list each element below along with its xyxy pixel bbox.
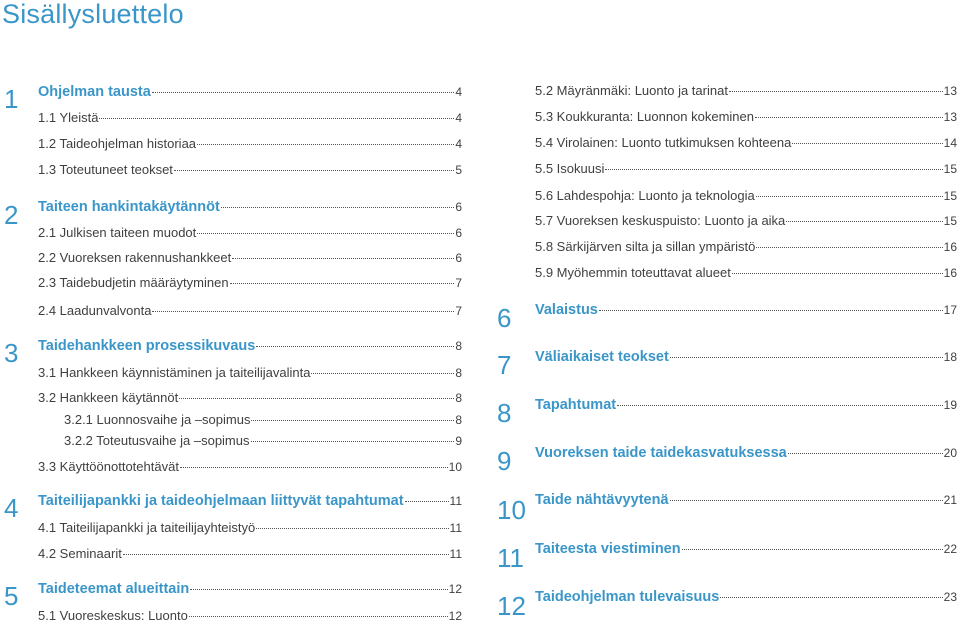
- toc-page: 18: [943, 350, 957, 364]
- toc-entry[interactable]: [38, 364, 462, 382]
- toc-page: 12: [448, 609, 462, 623]
- toc-label: 1.2 Taideohjelman historiaa: [38, 136, 197, 151]
- leader-dots: [189, 615, 448, 617]
- toc-label: 5.6 Lahdespohja: Luonto ja teknologia: [535, 188, 755, 203]
- toc-page: 15: [943, 189, 957, 203]
- leader-dots: [123, 553, 449, 555]
- leader-dots: [756, 246, 942, 248]
- toc-page: 11: [449, 547, 462, 561]
- chapter-number: 1: [4, 84, 19, 114]
- leader-dots: [605, 168, 942, 170]
- toc-entry[interactable]: [38, 302, 462, 320]
- toc-label: 3.2.2 Toteutusvaihe ja –sopimus: [64, 433, 250, 448]
- leader-dots: [599, 309, 943, 311]
- leader-dots: [786, 220, 942, 222]
- toc-label: 2.3 Taidebudjetin määräytyminen: [38, 275, 229, 290]
- page-title: Sisällysluettelo: [2, 0, 184, 29]
- leader-dots: [190, 588, 447, 590]
- toc-entry[interactable]: [38, 224, 462, 242]
- toc-label: Ohjelman tausta: [38, 84, 151, 100]
- leader-dots: [152, 310, 454, 312]
- leader-dots: [251, 440, 455, 442]
- chapter-number: 11: [497, 543, 524, 573]
- toc-entry[interactable]: [535, 108, 957, 126]
- toc-label: Vuoreksen taide taidekasvatuksessa: [535, 445, 787, 461]
- toc-label: 3.1 Hankkeen käynnistäminen ja taiteilijavalinta: [38, 365, 311, 380]
- leader-dots: [174, 169, 454, 171]
- toc-entry[interactable]: [535, 82, 957, 100]
- toc-page: 14: [943, 136, 957, 150]
- toc-label: 2.2 Vuoreksen rakennushankkeet: [38, 250, 232, 265]
- toc-label: 5.9 Myöhemmin toteuttavat alueet: [535, 265, 731, 280]
- toc-page: 11: [449, 521, 462, 535]
- toc-label: 1.1 Yleistä: [38, 110, 99, 125]
- toc-label: 5.4 Virolainen: Luonto tutkimuksen kohteena: [535, 135, 792, 150]
- leader-dots: [179, 397, 454, 399]
- toc-entry[interactable]: [38, 161, 462, 179]
- leader-dots: [670, 356, 943, 358]
- leader-dots: [682, 548, 943, 550]
- toc-page: 8: [455, 391, 462, 405]
- leader-dots: [197, 143, 454, 145]
- toc-entry[interactable]: [38, 519, 462, 537]
- toc-label: 5.8 Särkijärven silta ja sillan ympäristö: [535, 239, 756, 254]
- toc-label: 5.3 Koukkuranta: Luonnon kokeminen: [535, 109, 754, 124]
- chapter-number: 10: [497, 495, 526, 525]
- leader-dots: [256, 527, 448, 529]
- toc-entry[interactable]: [38, 274, 462, 292]
- toc-subentry[interactable]: [64, 432, 462, 450]
- toc-label: 1.3 Toteutuneet teokset: [38, 162, 173, 177]
- toc-page: 7: [455, 304, 462, 318]
- toc-chapter[interactable]: [38, 492, 462, 510]
- leader-dots: [617, 404, 943, 406]
- toc-page: 19: [943, 398, 957, 412]
- toc-label: Väliaikaiset teokset: [535, 349, 669, 365]
- toc-page: 16: [943, 266, 957, 280]
- leader-dots: [152, 91, 455, 93]
- toc-page: 21: [943, 493, 957, 507]
- toc-label: Taiteilijapankki ja taideohjelmaan liittyvät tapahtumat: [38, 493, 404, 509]
- toc-page: 20: [943, 446, 957, 460]
- leader-dots: [251, 419, 454, 421]
- leader-dots: [732, 272, 943, 274]
- toc-page: 15: [943, 214, 957, 228]
- toc-chapter[interactable]: [535, 444, 957, 462]
- toc-page: 15: [943, 162, 957, 176]
- toc-entry[interactable]: [38, 545, 462, 563]
- toc-entry[interactable]: [535, 160, 957, 178]
- toc-label: 5.5 Isokuusi: [535, 161, 605, 176]
- toc-chapter[interactable]: [535, 348, 957, 366]
- toc-page: 6: [455, 251, 462, 265]
- leader-dots: [755, 116, 943, 118]
- chapter-number: 9: [497, 446, 512, 476]
- toc-label: 2.4 Laadunvalvonta: [38, 303, 152, 318]
- toc-entry[interactable]: [38, 389, 462, 407]
- toc-page: 17: [943, 303, 957, 317]
- chapter-number: 8: [497, 398, 512, 428]
- toc-label: 3.3 Käyttöönottotehtävät: [38, 459, 179, 474]
- toc-page: 7: [455, 276, 462, 290]
- toc-page: 5: [455, 163, 462, 177]
- toc-page: 13: [943, 84, 957, 98]
- leader-dots: [311, 372, 454, 374]
- leader-dots: [180, 466, 448, 468]
- toc-page: 12: [448, 582, 462, 596]
- toc-label: Tapahtumat: [535, 397, 617, 413]
- leader-dots: [221, 206, 454, 208]
- leader-dots: [720, 596, 942, 598]
- leader-dots: [792, 142, 942, 144]
- toc-page: 4: [455, 85, 462, 99]
- toc-chapter[interactable]: [38, 198, 462, 216]
- toc-page: 4: [455, 111, 462, 125]
- toc-label: Taiteen hankintakäytännöt: [38, 199, 220, 215]
- toc-entry[interactable]: [535, 212, 957, 230]
- leader-dots: [670, 499, 943, 501]
- leader-dots: [99, 117, 454, 119]
- leader-dots: [756, 195, 943, 197]
- leader-dots: [197, 232, 454, 234]
- toc-page: 4: [455, 137, 462, 151]
- toc-label: 4.1 Taiteilijapankki ja taiteilijayhteistyö: [38, 520, 256, 535]
- toc-page: 10: [448, 460, 462, 474]
- toc-chapter[interactable]: [535, 396, 957, 414]
- leader-dots: [230, 282, 455, 284]
- toc-page: 13: [943, 110, 957, 124]
- toc-entry[interactable]: [535, 238, 957, 256]
- toc-page: 6: [455, 200, 462, 214]
- toc-label: Taide nähtävyytenä: [535, 492, 669, 508]
- toc-entry[interactable]: [38, 458, 462, 476]
- toc-label: Taidehankkeen prosessikuvaus: [38, 338, 256, 354]
- toc-chapter[interactable]: [38, 580, 462, 598]
- toc-page: 16: [943, 240, 957, 254]
- toc-chapter[interactable]: [535, 301, 957, 319]
- leader-dots: [405, 500, 449, 502]
- toc-label: 3.2 Hankkeen käytännöt: [38, 390, 179, 405]
- toc-chapter[interactable]: [535, 540, 957, 558]
- toc-page: 9: [455, 434, 462, 448]
- toc-label: 5.1 Vuoreskeskus: Luonto: [38, 608, 188, 623]
- toc-label: Taideohjelman tulevaisuus: [535, 589, 720, 605]
- leader-dots: [729, 90, 943, 92]
- toc-page: 8: [455, 413, 462, 427]
- toc-page: 6: [455, 226, 462, 240]
- toc-entry[interactable]: [38, 135, 462, 153]
- chapter-number: 4: [4, 493, 19, 523]
- toc-chapter[interactable]: [38, 83, 462, 101]
- chapter-number: 5: [4, 581, 19, 611]
- toc-label: 5.2 Mäyränmäki: Luonto ja tarinat: [535, 83, 728, 98]
- toc-page: 11: [449, 494, 462, 508]
- toc-subentry[interactable]: [64, 411, 462, 429]
- toc-label: Taiteesta viestiminen: [535, 541, 681, 557]
- toc-page: 8: [455, 339, 462, 353]
- toc-entry[interactable]: [535, 134, 957, 152]
- toc-entry[interactable]: [38, 109, 462, 127]
- toc-page: 22: [943, 542, 957, 556]
- toc-entry[interactable]: [535, 187, 957, 205]
- chapter-number: 2: [4, 200, 19, 230]
- toc-chapter[interactable]: [535, 491, 957, 509]
- toc-label: 3.2.1 Luonnosvaihe ja –sopimus: [64, 412, 251, 427]
- toc-page: 8: [455, 366, 462, 380]
- toc-label: 2.1 Julkisen taiteen muodot: [38, 225, 197, 240]
- toc-label: Valaistus: [535, 302, 598, 318]
- chapter-number: 6: [497, 303, 512, 333]
- chapter-number: 7: [497, 350, 512, 380]
- toc-entry[interactable]: [38, 607, 462, 625]
- toc-label: 5.7 Vuoreksen keskuspuisto: Luonto ja aika: [535, 213, 786, 228]
- toc-chapter[interactable]: [38, 337, 462, 355]
- toc-entry[interactable]: [38, 249, 462, 267]
- leader-dots: [788, 452, 943, 454]
- leader-dots: [256, 345, 454, 347]
- chapter-number: 12: [497, 591, 526, 621]
- toc-page: 23: [943, 590, 957, 604]
- leader-dots: [232, 257, 454, 259]
- toc-label: Taideteemat alueittain: [38, 581, 190, 597]
- toc-entry[interactable]: [535, 264, 957, 282]
- chapter-number: 3: [4, 338, 19, 368]
- toc-label: 4.2 Seminaarit: [38, 546, 122, 561]
- toc-chapter[interactable]: [535, 588, 957, 606]
